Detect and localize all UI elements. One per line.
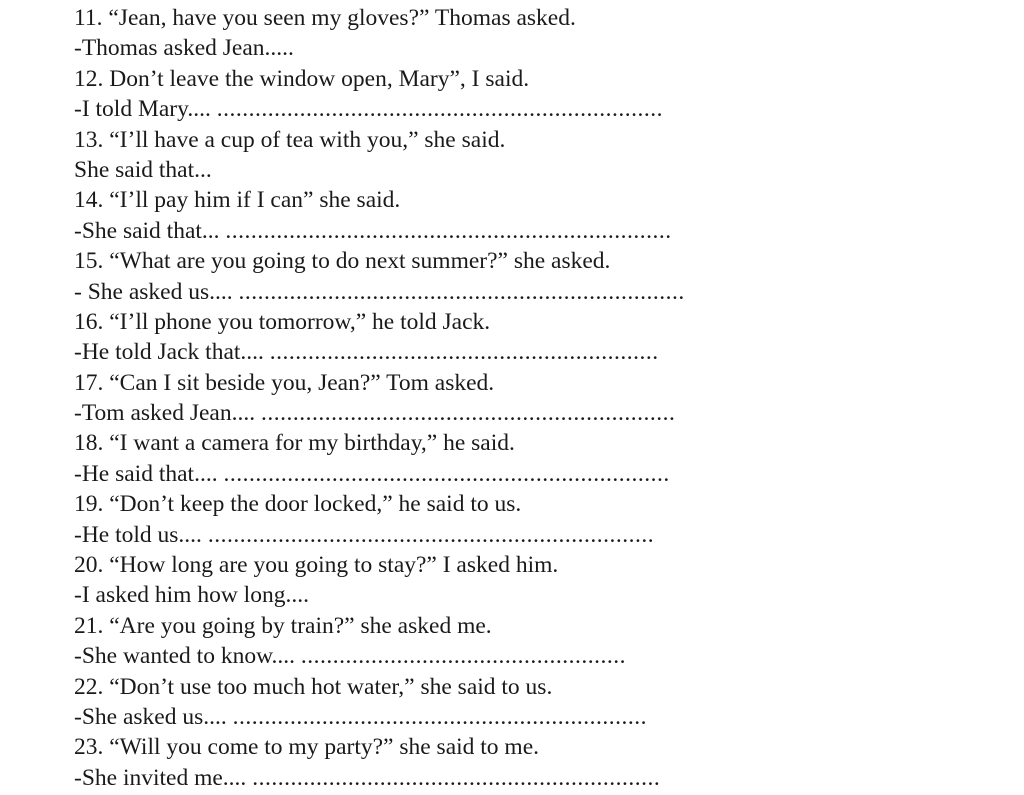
exercise-15-answer (74, 277, 1024, 307)
exercise-14-question: 14. “I’ll pay him if I can” she said. (74, 187, 401, 214)
exercise-17-question: 17. “Can I sit beside you, Jean?” Tom asked. (74, 369, 495, 396)
answer-prompt: -He told Jack that.... (74, 339, 264, 366)
answer-blank-dots: ................................................................. (232, 703, 647, 730)
exercise-22-question: 22. “Don’t use too much hot water,” she said to us. (74, 673, 553, 700)
answer-prompt: -He told us.... (74, 521, 202, 548)
answer-prompt: -He said that.... (74, 460, 218, 487)
answer-prompt: -She asked us.... (74, 703, 227, 730)
answer-prompt: -Thomas asked Jean..... (74, 35, 294, 62)
exercise-23-question: 23. “Will you come to my party?” she said to me. (74, 734, 540, 761)
exercise-19-question: 19. “Don’t keep the door locked,” he said to us. (74, 491, 522, 518)
answer-blank-dots: ...................................................................... (216, 96, 663, 123)
answer-blank-dots: ...................................................................... (223, 460, 670, 487)
exercise-17-answer (74, 398, 1024, 428)
exercise-21-answer (74, 641, 1024, 671)
exercise-14-answer (74, 216, 1024, 246)
exercise-15-question: 15. “What are you going to do next summer?” she asked. (74, 248, 611, 275)
exercise-16-question: 16. “I’ll phone you tomorrow,” he told Jack. (74, 308, 491, 335)
answer-prompt: -She wanted to know.... (74, 643, 296, 670)
answer-blank-dots: ................................................... (300, 643, 627, 670)
exercise-18-answer (74, 459, 1024, 489)
exercise-19-answer (74, 520, 1024, 550)
exercise-20-question: 20. “How long are you going to stay?” I asked him. (74, 552, 559, 579)
answer-blank-dots: ............................................................. (269, 339, 659, 366)
exercise-18-question: 18. “I want a camera for my birthday,” he said. (74, 430, 515, 457)
answer-prompt: -I told Mary.... (74, 96, 211, 123)
answer-prompt: -She invited me.... (74, 764, 247, 791)
answer-blank-dots: ...................................................................... (207, 521, 655, 548)
exercise-12-answer (74, 94, 1024, 124)
exercise-13-answer (74, 155, 1024, 185)
exercise-12-question: 12. Don’t leave the window open, Mary”, I said. (74, 65, 530, 92)
answer-prompt: -She said that... (74, 217, 220, 244)
answer-blank-dots: ...................................................................... (225, 217, 672, 244)
answer-blank-dots: ................................................................. (260, 400, 676, 427)
exercise-23-answer (74, 763, 1024, 793)
exercise-20-answer (74, 580, 1024, 610)
exercise-22-answer (74, 702, 1024, 732)
answer-prompt: -I asked him how long.... (74, 582, 309, 609)
exercise-21-question: 21. “Are you going by train?” she asked me. (74, 612, 492, 639)
answer-blank-dots: ................................................................ (252, 764, 661, 791)
exercise-13-question: 13. “I’ll have a cup of tea with you,” she said. (74, 126, 506, 153)
answer-prompt: -Tom asked Jean.... (74, 400, 256, 427)
answer-prompt: - She asked us.... (74, 278, 233, 305)
answer-prompt: She said that... (74, 156, 212, 183)
exercise-11-answer (74, 33, 1024, 63)
exercise-11-question: 11. “Jean, have you seen my gloves?” Thomas asked. (74, 5, 576, 31)
answer-blank-dots: ...................................................................... (238, 278, 685, 305)
exercise-16-answer (74, 337, 1024, 367)
